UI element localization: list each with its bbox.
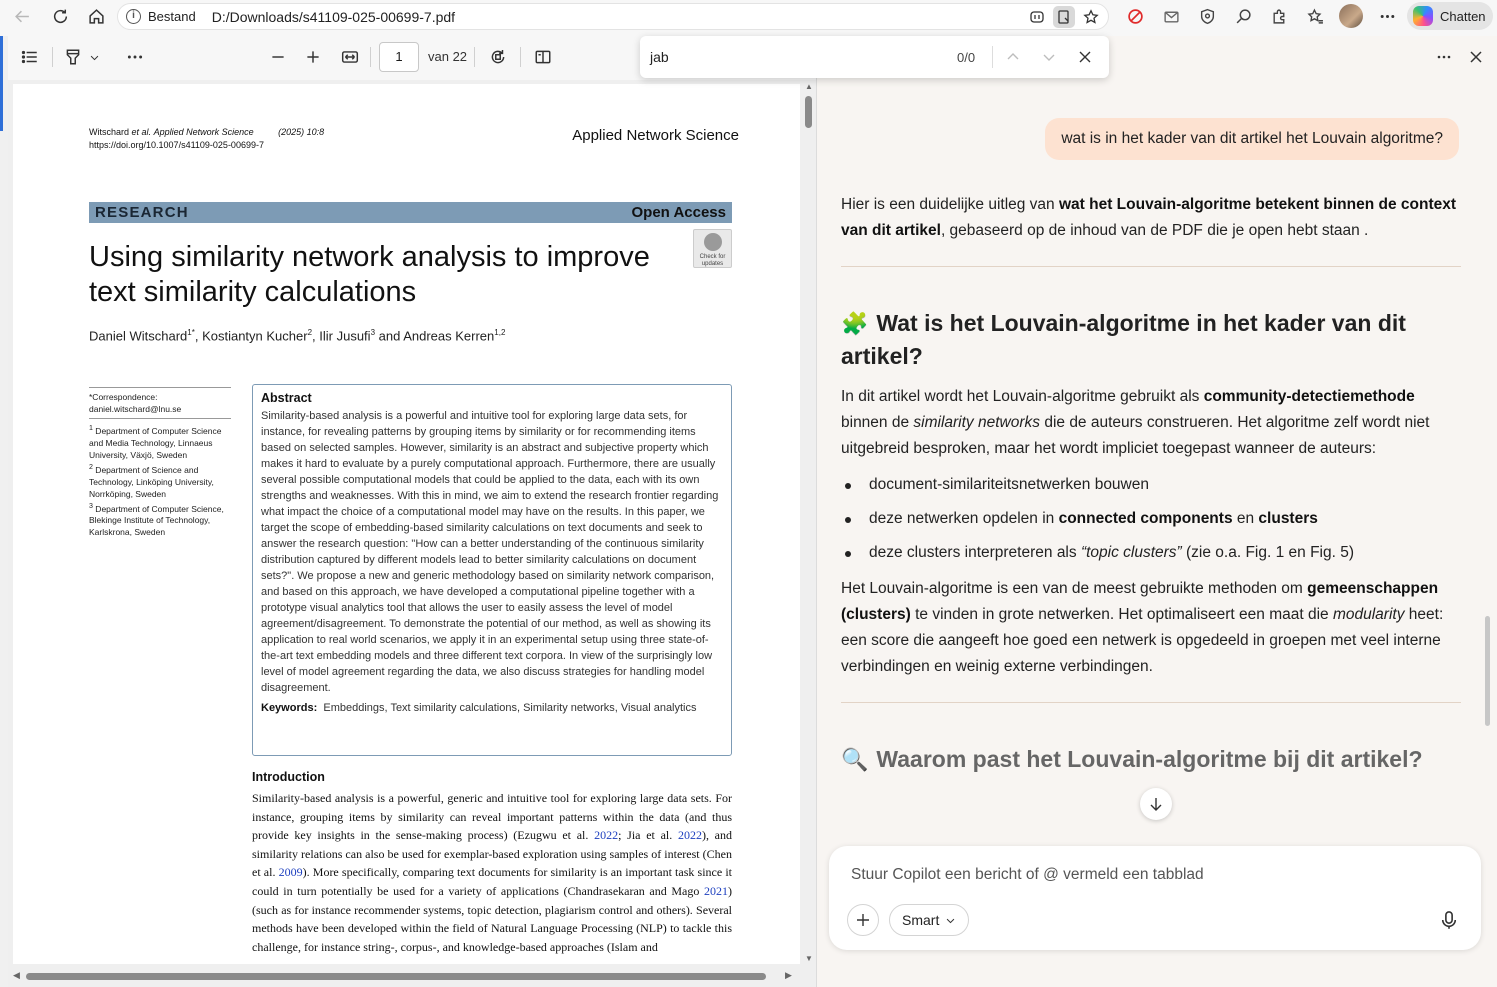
page-count-label: van 22 — [428, 49, 468, 64]
affiliation: $^1$ Department of Computer Science and Media Technology, Linnaeus University, Växjö, Sweden — [89, 424, 222, 460]
section-heading-louvain: 🧩 Wat is het Louvain-algoritme in het kader van dit artikel? — [841, 310, 1406, 369]
correspondence-email[interactable]: daniel.witschard@lnu.se — [89, 404, 182, 414]
page-number-input[interactable]: 1 — [379, 42, 419, 72]
correspondence-affiliations — [89, 384, 231, 538]
more-tools-icon[interactable] — [120, 38, 150, 76]
affiliation: $^2$ Department of Science and Technology, Linköping University, Norrköping, Sweden — [89, 462, 214, 499]
composer-input[interactable]: Stuur Copilot een bericht of @ vermeld een tabblad — [851, 866, 1204, 883]
author-name: Kostiantyn Kucher — [202, 328, 308, 344]
home-icon[interactable] — [78, 0, 114, 32]
shield-icon[interactable] — [1189, 0, 1225, 32]
favorites-icon[interactable] — [1297, 0, 1333, 32]
scroll-right-arrow-icon[interactable]: ▶ — [785, 970, 792, 980]
read-aloud-icon[interactable] — [1053, 6, 1075, 28]
zoom-in-icon[interactable] — [298, 38, 328, 76]
info-icon[interactable]: i — [126, 9, 141, 24]
mode-selector[interactable] — [889, 904, 969, 936]
find-close-icon[interactable] — [1073, 45, 1097, 69]
journal-name: Applied Network Science — [572, 127, 739, 144]
find-previous-icon[interactable] — [1001, 45, 1025, 69]
arrow-down-icon — [1148, 796, 1164, 812]
divider — [841, 266, 1461, 267]
back-icon[interactable] — [4, 0, 40, 32]
microphone-button[interactable] — [1437, 908, 1461, 932]
paper-title: Using similarity network analysis to improve text similarity calculations — [89, 241, 650, 308]
pdf-vertical-scroll-thumb[interactable] — [805, 96, 812, 128]
browser-toolbar — [0, 0, 1497, 32]
check-for-updates-badge[interactable]: Check for updates — [693, 229, 732, 268]
address-bar[interactable] — [117, 3, 1109, 30]
abstract-text: Similarity-based analysis is a powerful and intuitive tool for exploring large data sets, for instance, for revealing patterns by grouping items by similarity or for recommending items based on selected samples. However, similarity is an abstract and subjective property which makes it hard to evaluate by a purely computational approach. Furthermore, there are usually several possible computational models that could be applied to the data, each with its own strengths and weaknesses. With this in mind, we aim to extend the research frontier regarding what impact the choice of a computational model may have on the results. In this paper, we target the scope of embedding-based similarity calculations on text documents and seek to answer the research question: "How can a better understanding of the continuous similarity distribution captured by different models lead to better similarity calculations on document sets?". We propose a new and generic methodology based on similarity network comparison, and based on this approach, we have developed a computational pipeline together with a prototype visual analytics tool that allows the user to easily assess the level of model agreement/disagreement. To demonstrate the potential of our method, as well as showing its application to real world scenarios, we apply it in an experimental setup using three state-of-the-art text embedding models and three different text corpora. In view of the surprisingly low level of model agreement regarding the data, we also discuss strategies for handling model disagreement. — [261, 410, 719, 694]
address-url[interactable]: D:/Downloads/s41109-025-00699-7.pdf — [211, 8, 456, 25]
extensions-puzzle-icon[interactable] — [1261, 0, 1297, 32]
copilot-panel — [817, 36, 1497, 987]
copilot-logo-icon — [1413, 6, 1433, 26]
fit-width-icon[interactable] — [335, 38, 365, 76]
copilot-chat-button[interactable] — [1407, 2, 1493, 30]
author-name: Daniel Witschard — [89, 328, 188, 344]
citation-link[interactable]: 2021 — [704, 883, 728, 898]
left-window-edge — [0, 36, 8, 987]
author-name: Andreas Kerren — [403, 328, 495, 344]
scroll-to-bottom-button[interactable] — [1140, 788, 1172, 820]
puzzle-piece-icon: 🧩 — [841, 311, 869, 336]
panel-close-icon[interactable] — [1467, 48, 1485, 66]
page-view-icon[interactable] — [528, 38, 558, 76]
research-banner — [89, 202, 732, 223]
mail-icon[interactable] — [1153, 0, 1189, 32]
pdf-viewport[interactable] — [8, 80, 816, 987]
microphone-icon — [1439, 910, 1459, 930]
doi-link[interactable]: https://doi.org/10.1007/s41109-025-00699-7 — [89, 140, 264, 150]
assistant-response — [841, 192, 1461, 788]
citation-link[interactable]: 2009 — [278, 865, 303, 880]
copilot-panel-actions — [1435, 48, 1485, 66]
zoom-out-icon[interactable] — [263, 38, 293, 76]
keywords: Keywords: Embeddings, Text similarity calculations, Similarity networks, Visual analytics — [261, 702, 697, 714]
find-next-icon[interactable] — [1037, 45, 1061, 69]
abstract-box — [252, 384, 732, 756]
list-item: deze clusters interpreteren als “topic clusters” (zie o.a. Fig. 1 en Fig. 5) — [841, 540, 1461, 566]
magnifier-icon: 🔍 — [841, 747, 869, 772]
plus-icon — [855, 912, 871, 928]
panel-more-icon[interactable] — [1435, 48, 1453, 66]
add-attachment-button[interactable] — [847, 904, 879, 936]
message-composer[interactable] — [829, 846, 1481, 950]
profile-avatar[interactable] — [1333, 0, 1369, 32]
introduction-text: Similarity-based analysis is a powerful, generic and intuitive tool for exploring large data sets. For instance, grouping items by similarity can reveal important patterns within the data (and thus provide key insights in the sense-making process) (Ezugwu et al. 2022; Jia et al. 2022), and similarity relations can also be used for exemplar-based exploration using samples of interest (Chen et al. 2009). More specifically, comparing text documents for similarity is an important task since it could in turn potentially be used for a variety of applications (Chandrasekaran and Mago 2021) (such as for instance recommender systems, topic detection, plagiarism control and others). Several methods have been developed within the field of Natural Language Processing (NLP) to tackle this challenge, for instance string-, corpus-, and knowledge-based approaches (Islam and — [252, 791, 732, 954]
adblock-icon[interactable] — [1117, 0, 1153, 32]
find-bar — [640, 36, 1109, 78]
user-message-bubble: wat is in het kader van dit artikel het Louvain algoritme? — [1045, 118, 1459, 160]
favorite-star-icon[interactable] — [1080, 6, 1102, 28]
abstract-heading: Abstract — [261, 391, 312, 405]
contents-list-icon[interactable] — [15, 38, 45, 76]
address-scheme-label: Bestand — [148, 9, 196, 24]
more-menu-icon[interactable] — [1369, 0, 1405, 32]
bullet-list — [841, 472, 1461, 566]
highlight-chevron-down-icon[interactable] — [84, 38, 104, 76]
author-list: Daniel Witschard$^{1*}$, Kostiantyn Kucher$^2$, Ilir Jusufi$^3$ and Andreas Kerren$^{1,2}$ — [89, 328, 506, 344]
crossmark-icon — [704, 233, 722, 251]
list-item: document-similariteitsnetwerken bouwen — [841, 472, 1461, 498]
citation-link[interactable]: 2022 — [594, 828, 619, 843]
citation-link[interactable]: 2022 — [677, 828, 702, 843]
scroll-down-arrow-icon[interactable]: ▼ — [805, 954, 813, 963]
extensions-bar — [1117, 0, 1405, 32]
pdf-vertical-scrollbar[interactable] — [802, 80, 816, 970]
chevron-down-icon — [945, 915, 956, 926]
open-access-label: Open Access — [631, 204, 726, 221]
response-intro: Hier is een duidelijke uitleg van wat het Louvain-algoritme betekent binnen de context van dit artikel, gebaseerd op de inhoud van de PDF die je open hebt staan . — [841, 196, 1457, 239]
scroll-left-arrow-icon[interactable]: ◀ — [13, 970, 20, 980]
mode-label: Smart — [902, 912, 940, 928]
immersive-reader-icon[interactable] — [1026, 6, 1048, 28]
find-match-count: 0/0 — [957, 49, 976, 65]
divider — [841, 702, 1461, 703]
paragraph-1: In dit artikel wordt het Louvain-algoritme gebruikt als community-detectiemethode binnen de similarity networks die de auteurs construeren. Het algoritme zelf wordt niet uitgebreid besproken, maar het wordt impliciet toegepast wanneer de auteurs: — [841, 388, 1430, 457]
scroll-up-arrow-icon[interactable]: ▲ — [805, 82, 813, 91]
introduction-heading: Introduction — [252, 770, 325, 784]
refresh-icon[interactable] — [42, 0, 78, 32]
affiliation: $^3$ Department of Computer Science, Blekinge Institute of Technology, Karlskrona, Sweden — [89, 501, 224, 538]
correspondence-label: *Correspondence: — [89, 392, 158, 402]
search-magnifier-icon[interactable] — [1225, 0, 1261, 32]
research-label: RESEARCH — [95, 204, 189, 221]
pdf-horizontal-scroll-thumb[interactable] — [26, 973, 766, 980]
pdf-page — [13, 84, 800, 964]
copilot-scrollbar[interactable] — [1485, 616, 1490, 726]
find-input[interactable]: jab — [650, 49, 669, 65]
copilot-chat-label: Chatten — [1440, 8, 1486, 24]
pdf-horizontal-scrollbar[interactable] — [8, 969, 802, 983]
paragraph-2: Het Louvain-algoritme is een van de meest gebruikte methoden om gemeenschappen (clusters) te vinden in grote netwerken. Het optimaliseert een maat die modularity heet: een score die aangeeft hoe goed een netwerk is opgedeeld in groepen met veel interne verbindingen en weinig externe verbindingen. — [841, 580, 1444, 675]
author-name: Ilir Jusufi — [319, 328, 371, 344]
rotate-icon[interactable] — [483, 38, 513, 76]
section-heading-why: 🔍 Waarom past het Louvain-algoritme bij dit artikel? — [841, 746, 1423, 772]
citation-header: Witschard et al. Applied Network Science (2025) 10:8 — [89, 127, 325, 137]
list-item: deze netwerken opdelen in connected components en clusters — [841, 506, 1461, 532]
